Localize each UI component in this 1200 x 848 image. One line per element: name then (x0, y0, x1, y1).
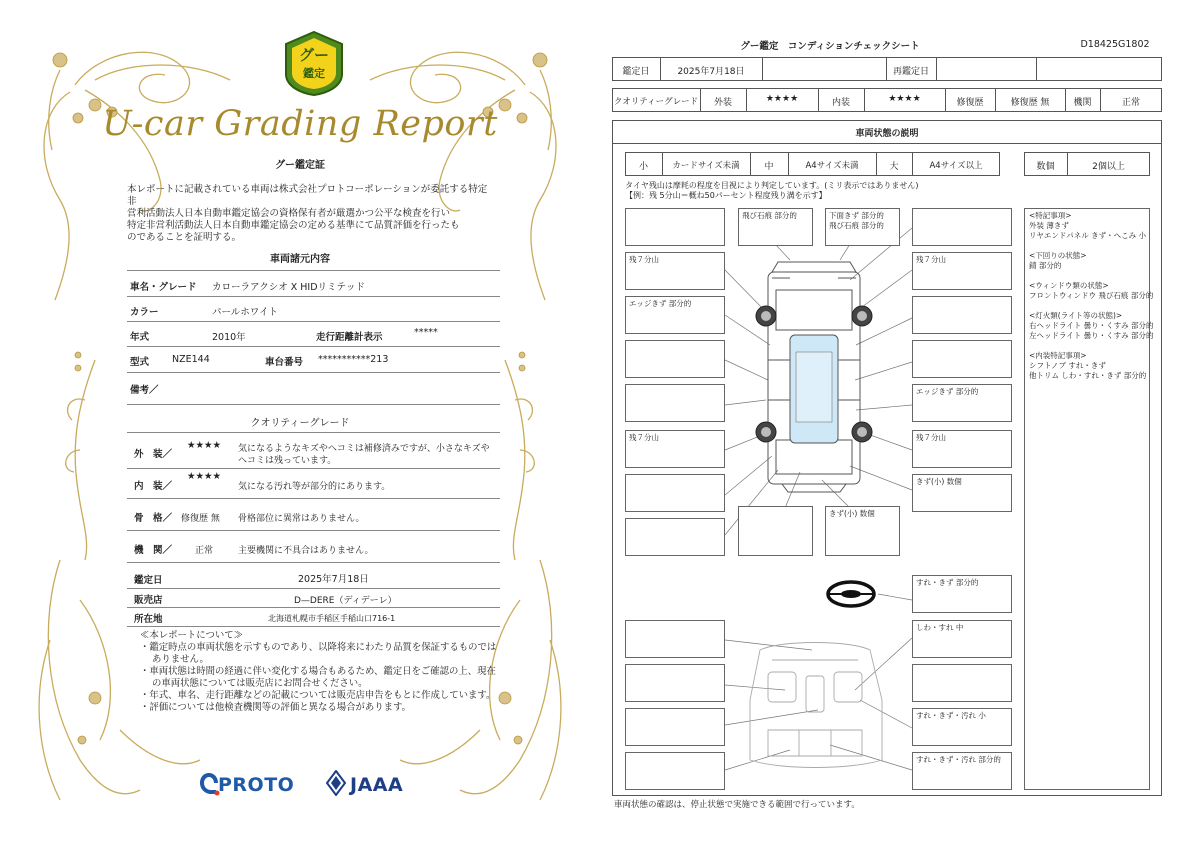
damage-box (912, 708, 1012, 746)
proto-logo-icon (198, 771, 220, 797)
tire-note: タイヤ残山は摩耗の程度を目視により判定しています。(ミリ表示ではありません) (625, 181, 919, 190)
damage-box (738, 506, 813, 556)
goo-appraisal-badge-icon (282, 30, 346, 96)
exterior-label: 外 装／ (134, 449, 173, 460)
size-large: 大 (889, 162, 899, 172)
interior-stars: ★★★★ (888, 94, 921, 104)
damage-box (912, 252, 1012, 290)
damage-box (625, 474, 725, 512)
statement-line: のであることを証明する。 (127, 232, 242, 243)
model-label: 型式 (130, 357, 150, 368)
damage-box (912, 340, 1012, 378)
note-line (1029, 241, 1154, 251)
car-name-value: カローラアクシオ X HIDリミテッド (212, 282, 366, 293)
certificate-subtitle: グー鑑定証 (275, 160, 325, 171)
notes-list (1029, 211, 1154, 381)
steering-wheel-icon (828, 582, 874, 606)
statement-line: 本レポートに記載されている車両は株式会社プロトコーポレーションが委託する特定非 (127, 184, 488, 207)
damage-box (825, 208, 900, 246)
model-value: NZE144 (172, 354, 210, 365)
divider (127, 562, 500, 563)
jaaa-logo-text: JAAA (350, 774, 404, 796)
note-line: <灯火類(ライト等の状態)> (1029, 311, 1123, 320)
svg-text:鑑定: 鑑定 (303, 67, 325, 80)
frame-value: 修復歴 無 (181, 514, 220, 524)
damage-label: 残７分山 (629, 433, 659, 442)
damage-label: すれ・きず・汚れ 部分的 (916, 755, 1001, 764)
note-item: ・年式、車名、走行距離などの記載については販売店申告をもとに作成しています。 (140, 690, 496, 701)
date-value: 2025年7月18日 (677, 67, 745, 77)
damage-box (625, 208, 725, 246)
note-line: リヤエンドパネル きず・へこみ 小 (1029, 231, 1146, 240)
condition-check-sheet (600, 0, 1200, 848)
engine-label: 機 関／ (134, 545, 173, 556)
document-id: D18425G1802 (1080, 39, 1150, 50)
damage-box (625, 708, 725, 746)
damage-box (625, 340, 725, 378)
damage-box (912, 430, 1012, 468)
footer-note: 車両状態の確認は、停止状態で実施できる範囲で行っています。 (614, 800, 860, 810)
grade-label: クオリティーグレード (613, 97, 699, 107)
damage-label: すれ・きず 部分的 (916, 578, 979, 587)
appraisal-date-label: 鑑定日 (134, 575, 163, 586)
report-notes (140, 630, 500, 714)
address-label: 所在地 (134, 614, 163, 625)
divider (127, 404, 500, 405)
divider (127, 468, 500, 469)
damage-box (912, 664, 1012, 702)
engine-value: 正常 (195, 546, 214, 556)
interior-label: 内装 (831, 98, 850, 108)
sheet-title: グー鑑定 コンディションチェックシート (740, 41, 920, 52)
note-line: 外装 薄きず (1029, 221, 1069, 230)
damage-box (912, 620, 1012, 658)
reappraisal-label: 再鑑定日 (892, 67, 929, 77)
damage-box (912, 752, 1012, 790)
divider (127, 372, 500, 373)
note-line (1029, 341, 1154, 351)
damage-label: 飛び石痕 部分的 (742, 211, 797, 220)
note-item: ・車両状態は時間の経過に伴い変化する場合もあるため、鑑定日をご確認の上、現在の車両状態については販売店にお問合せください。 (140, 666, 496, 689)
condition-heading: 車両状態の説明 (855, 129, 919, 139)
svg-text:グー: グー (298, 46, 330, 64)
size-small-desc: カードサイズ未満 (672, 161, 740, 171)
note-line: <特記事項> (1029, 211, 1072, 220)
frame-desc: 骨格部位に異常はありません。 (238, 514, 365, 524)
repair-label: 修復歴 (956, 98, 984, 108)
note-line: 他トリム しわ・すれ・きず 部分的 (1029, 371, 1147, 380)
date-label: 鑑定日 (622, 67, 650, 77)
exterior-stars: ★★★★ (765, 94, 799, 104)
appraisal-date-value: 2025年7月18日 (298, 574, 369, 585)
frame-label: 骨 格／ (134, 513, 173, 524)
damage-label: 残７分山 (916, 255, 946, 264)
divider (127, 530, 500, 531)
damage-box (625, 664, 725, 702)
note-item: ・鑑定時点の車両状態を示すものであり、以降将来にわたり品質を保証するものではありません。 (140, 642, 497, 665)
notes-heading: ≪本レポートについて≫ (140, 630, 243, 641)
note-line: シフトノブ すれ・きず (1029, 361, 1106, 370)
note-line: 右ヘッドライト 曇り・くすみ 部分的 (1029, 321, 1154, 330)
damage-box (912, 208, 1012, 246)
damage-label: エッジきず 部分的 (629, 299, 692, 308)
damage-label: 下面きず 部分的 (829, 211, 884, 220)
jaaa-logo-icon (326, 770, 346, 796)
divider (127, 296, 500, 297)
damage-box (625, 296, 725, 334)
exterior-desc: ヘコミは残っています。 (238, 456, 337, 466)
mileage-value: ***** (414, 327, 438, 338)
year-label: 年式 (130, 332, 150, 343)
interior-label: 内 装／ (134, 481, 173, 492)
repair-value: 修復歴 無 (1010, 98, 1050, 108)
damage-box (825, 506, 900, 556)
remarks-label: 備考／ (130, 385, 159, 396)
damage-box (738, 208, 813, 246)
damage-box (625, 518, 725, 556)
divider (127, 321, 500, 322)
damage-label: きず(小) 数個 (916, 477, 962, 486)
tire-note-example: 【例：残 5分山＝概ね50パーセント程度残り溝を示す】 (625, 191, 827, 200)
damage-box (625, 384, 725, 422)
note-item: ・評価については他検査機関等の評価と異なる場合があります。 (140, 702, 411, 713)
special-notes-panel (1024, 208, 1154, 790)
size-large-desc: A4サイズ以上 (929, 161, 983, 171)
damage-box (625, 752, 725, 790)
proto-logo-text: PROTO (218, 774, 295, 796)
engine-desc: 主要機関に不具合はありません。 (238, 546, 374, 556)
note-line: <ウィンドウ類の状態> (1029, 281, 1109, 290)
mileage-label: 走行距離計表示 (316, 332, 383, 343)
divider (127, 346, 500, 347)
damage-box (912, 296, 1012, 334)
damage-label: 残７分山 (916, 433, 946, 442)
quality-heading: クオリティーグレード (250, 418, 350, 429)
car-name-label: 車名・グレード (130, 282, 197, 293)
divider (127, 498, 500, 499)
spec-heading: 車両諸元内容 (270, 254, 330, 265)
damage-label: しわ・すれ 中 (916, 623, 964, 632)
certificate-statement (127, 184, 495, 244)
address-value: 北海道札幌市手稲区手稲山口716-1 (268, 614, 396, 623)
note-line: <内装特記事項> (1029, 351, 1087, 360)
damage-box (912, 474, 1012, 512)
divider (127, 270, 500, 271)
damage-box (625, 430, 725, 468)
statement-line: 特定非営利活動法人日本自動車鑑定協会の定める基準にて品質評価を行ったも (127, 220, 460, 231)
damage-label: 残７分山 (629, 255, 659, 264)
divider (127, 588, 500, 589)
damage-label: すれ・きず・汚れ 小 (916, 711, 986, 720)
note-line: <下回りの状態> (1029, 251, 1087, 260)
note-line: 左ヘッドライト 曇り・くすみ 部分的 (1029, 331, 1154, 340)
count-desc: 2個以上 (1092, 162, 1125, 172)
dealer-label: 販売店 (134, 595, 163, 606)
interior-stars: ★★★★ (187, 471, 222, 482)
size-small: 小 (638, 162, 648, 172)
color-label: カラー (130, 307, 159, 318)
damage-box (625, 620, 725, 658)
engine-label: 機関 (1073, 98, 1092, 108)
interior-desc: 気になる汚れ等が部分的にあります。 (238, 482, 391, 492)
year-value: 2010年 (212, 332, 246, 343)
size-mid: 中 (764, 162, 774, 172)
damage-box (912, 384, 1012, 422)
exterior-label: 外装 (713, 98, 732, 108)
note-line (1029, 271, 1154, 281)
damage-box (912, 575, 1012, 613)
engine-value: 正常 (1121, 98, 1140, 108)
chassis-label: 車台番号 (265, 357, 304, 368)
note-line (1029, 301, 1154, 311)
damage-box (625, 252, 725, 290)
divider (127, 432, 500, 433)
exterior-desc: 気になるようなキズやヘコミは補修済みですが、小さなキズや (238, 444, 490, 454)
size-mid-desc: A4サイズ未満 (805, 161, 859, 171)
damage-label: 飛び石痕 部分的 (829, 221, 884, 230)
dealer-value: D—DERE（ディデーレ） (294, 596, 397, 606)
damage-label: きず(小) 数個 (829, 509, 875, 518)
divider (127, 607, 500, 608)
divider (127, 626, 500, 627)
note-line: フロントウィンドウ 飛び石痕 部分的 (1029, 291, 1154, 300)
chassis-value: ***********213 (318, 354, 389, 365)
color-value: パールホワイト (212, 307, 279, 318)
damage-label: エッジきず 部分的 (916, 387, 979, 396)
statement-line: 営利活動法人日本自動車鑑定協会の資格保有者が厳選かつ公平な検査を行い (127, 208, 451, 219)
report-script-title: U-car Grading Report (102, 104, 498, 144)
count-label: 数個 (1036, 162, 1055, 172)
note-line: 錆 部分的 (1029, 261, 1062, 270)
exterior-stars: ★★★★ (187, 440, 222, 451)
